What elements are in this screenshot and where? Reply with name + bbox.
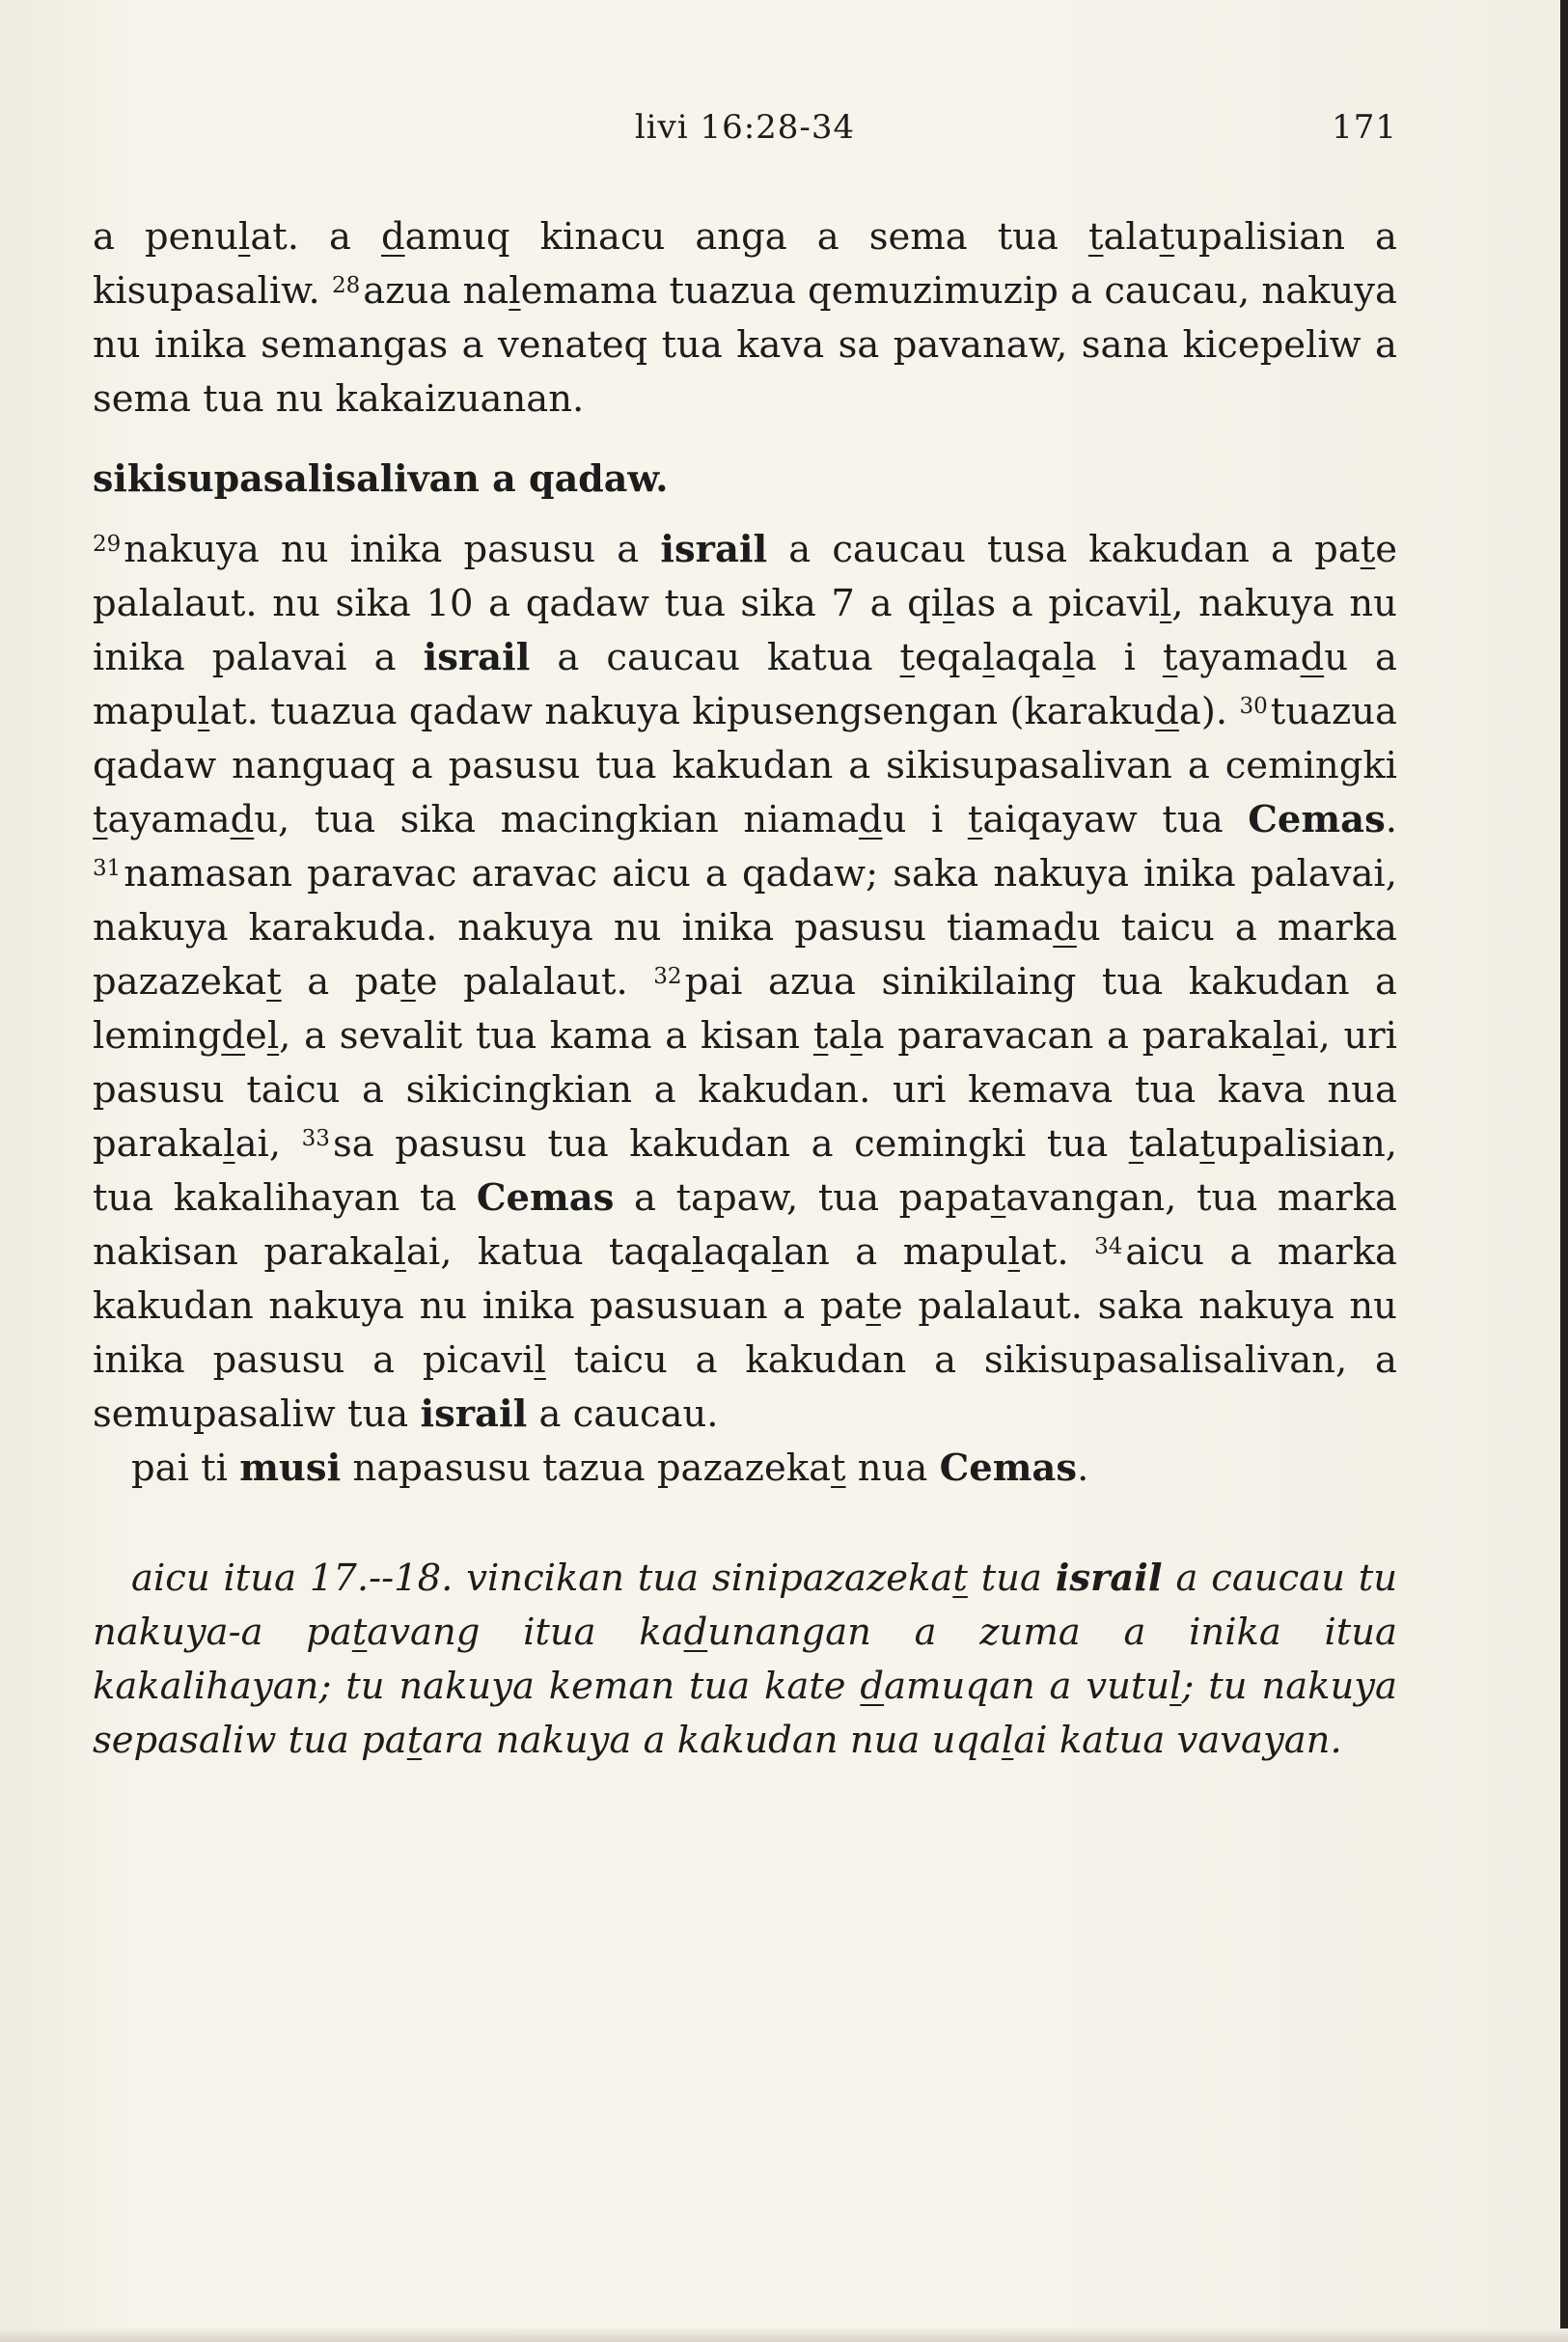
underlined-letter: t (899, 636, 916, 679)
underlined-letter: d (683, 1611, 708, 1654)
underlined-letter: l (266, 1014, 280, 1058)
verse-number: 28 (332, 273, 361, 298)
underlined-letter: l (850, 1014, 863, 1058)
underlined-letter: t (1199, 1122, 1215, 1166)
underlined-letter: t (967, 798, 983, 841)
paragraphs-after-heading (93, 523, 1397, 1496)
underlined-letter: t (93, 798, 108, 841)
paragraph: $^{29}$nakuya nu inika pasusu a israil a caucau tusa kakudan a pate palalaut. nu sika 10 a qadaw tua sika 7 a qilas a picavil, nakuya nu inika palavai a israil a caucau katua teqalaqala i tayamadu a mapulat. tuazua qadaw nakuya kipusengsengan (karakuda). $^{30}$tuazua qadaw nanguaq a pasusu tua kakudan a sikisupasalivan a cemingki tayamadu, tua sika macingkian niamadu i taiqayaw tua Cemas. $^{31}$namasan paravac aravac aicu a qadaw; saka nakuya inika palavai, nakuya karakuda. nakuya nu inika pasusu tiamadu taicu a marka pazazekat a pate palalaut. $^{32}$pai azua sinikilaing tua kakudan a lemingdel, a sevalit tua kama a kisan tala paravacan a parakalai, uri pasusu taicu a sikicingkian a kakudan. uri kemava tua kava nua parakalai, $^{33}$sa pasusu tua kakudan a cemingki tua talatupalisian, tua kakalihayan ta Cemas a tapaw, tua papatavangan, tua marka nakisan parakalai, katua taqalaqalan a mapulat. $^{34}$aicu a marka kakudan nakuya nu inika pasusuan a pate palalaut. saka nakuya nu inika pasusu a picavil taicu a kakudan a sikisupasalisalivan, a semupasaliw tua israil a caucau. (93, 528, 1398, 1436)
underlined-letter: l (982, 636, 995, 679)
underlined-letter: d (230, 798, 255, 841)
page-body (93, 210, 1397, 1768)
bold-term: Cemas (939, 1447, 1078, 1490)
verse-number: 32 (653, 964, 682, 989)
underlined-letter: l (197, 690, 210, 733)
bold-term: israil (420, 1392, 528, 1436)
underlined-letter: t (351, 1611, 368, 1654)
page-bottom-shadow (0, 2328, 1568, 2342)
underlined-letter: t (1087, 215, 1104, 259)
underlined-letter: l (943, 582, 955, 625)
underlined-letter: t (406, 1719, 423, 1762)
underlined-letter: d (221, 1014, 246, 1058)
bold-term: Cemas (476, 1176, 615, 1220)
underlined-letter: l (1002, 1719, 1014, 1762)
underlined-letter: t (831, 1447, 846, 1490)
section-heading: sikisupasalisalivan a qadaw. (93, 456, 669, 500)
underlined-letter: l (1272, 1014, 1285, 1058)
running-head: livi 16:28-34 (634, 108, 856, 147)
underlined-letter: t (812, 1014, 829, 1058)
bold-term: Cemas (1248, 798, 1386, 841)
underlined-letter: l (394, 1230, 406, 1274)
underlined-letter: l (1159, 582, 1172, 625)
bold-term: israil (660, 528, 768, 571)
underlined-letter: l (223, 1122, 235, 1166)
verse-number: 34 (1094, 1234, 1123, 1259)
underlined-letter: d (858, 798, 883, 841)
page-number: 171 (1332, 108, 1397, 147)
page-edge (1560, 0, 1568, 2342)
underlined-letter: t (266, 960, 282, 1004)
verse-number: 29 (93, 532, 122, 557)
underlined-letter: l (534, 1338, 546, 1382)
underlined-letter: l (238, 215, 251, 259)
paragraph: a penulat. a damuq kinacu anga a sema tua talatupalisian a kisupasaliw. $^{28}$azua nalemama tuazua qemuzimuzip a caucau, nakuya nu inika semangas a venateq tua kava sa pavanaw, sana kicepeliw a sema tua nu kakaizuanan. (93, 215, 1398, 421)
underlined-letter: t (866, 1284, 881, 1328)
underlined-letter: d (381, 215, 405, 259)
underlined-letter: t (1159, 215, 1175, 259)
bold-term: israil (423, 636, 531, 679)
page-header (93, 108, 1397, 156)
paragraphs-before-heading (93, 210, 1397, 427)
underlined-letter: l (1062, 636, 1075, 679)
underlined-letter: l (771, 1230, 784, 1274)
underlined-letter: t (952, 1557, 968, 1600)
underlined-letter: t (990, 1176, 1006, 1220)
bold-term: musi (239, 1447, 342, 1490)
underlined-letter: l (691, 1230, 704, 1274)
underlined-letter: d (1300, 636, 1325, 679)
bold-term: israil (1055, 1557, 1163, 1600)
verse-number: 31 (93, 856, 122, 881)
underlined-letter: d (1053, 906, 1077, 950)
underlined-letter: d (1155, 690, 1179, 733)
underlined-letter: t (400, 960, 416, 1004)
verse-number: 33 (301, 1126, 330, 1151)
underlined-letter: l (1169, 1665, 1182, 1708)
underlined-letter: t (1128, 1122, 1144, 1166)
underlined-letter: l (1007, 1230, 1020, 1274)
paragraph: pai ti musi napasusu tazua pazazekat nua Cemas. (131, 1447, 1089, 1490)
underlined-letter: d (860, 1665, 885, 1708)
italic-note: aicu itua 17.--18. vincikan tua sinipazazekat tua israil a caucau tu nakuya-a patavang itua kadunangan a zuma a inika itua kakalihayan; tu nakuya keman tua kate damuqan a vutul; tu nakuya sepasaliw tua patara nakuya a kakudan nua uqalai katua vavayan. (93, 1557, 1398, 1762)
verse-number: 30 (1239, 694, 1268, 719)
underlined-letter: t (1360, 528, 1376, 571)
underlined-letter: t (1162, 636, 1178, 679)
underlined-letter: l (509, 269, 521, 313)
